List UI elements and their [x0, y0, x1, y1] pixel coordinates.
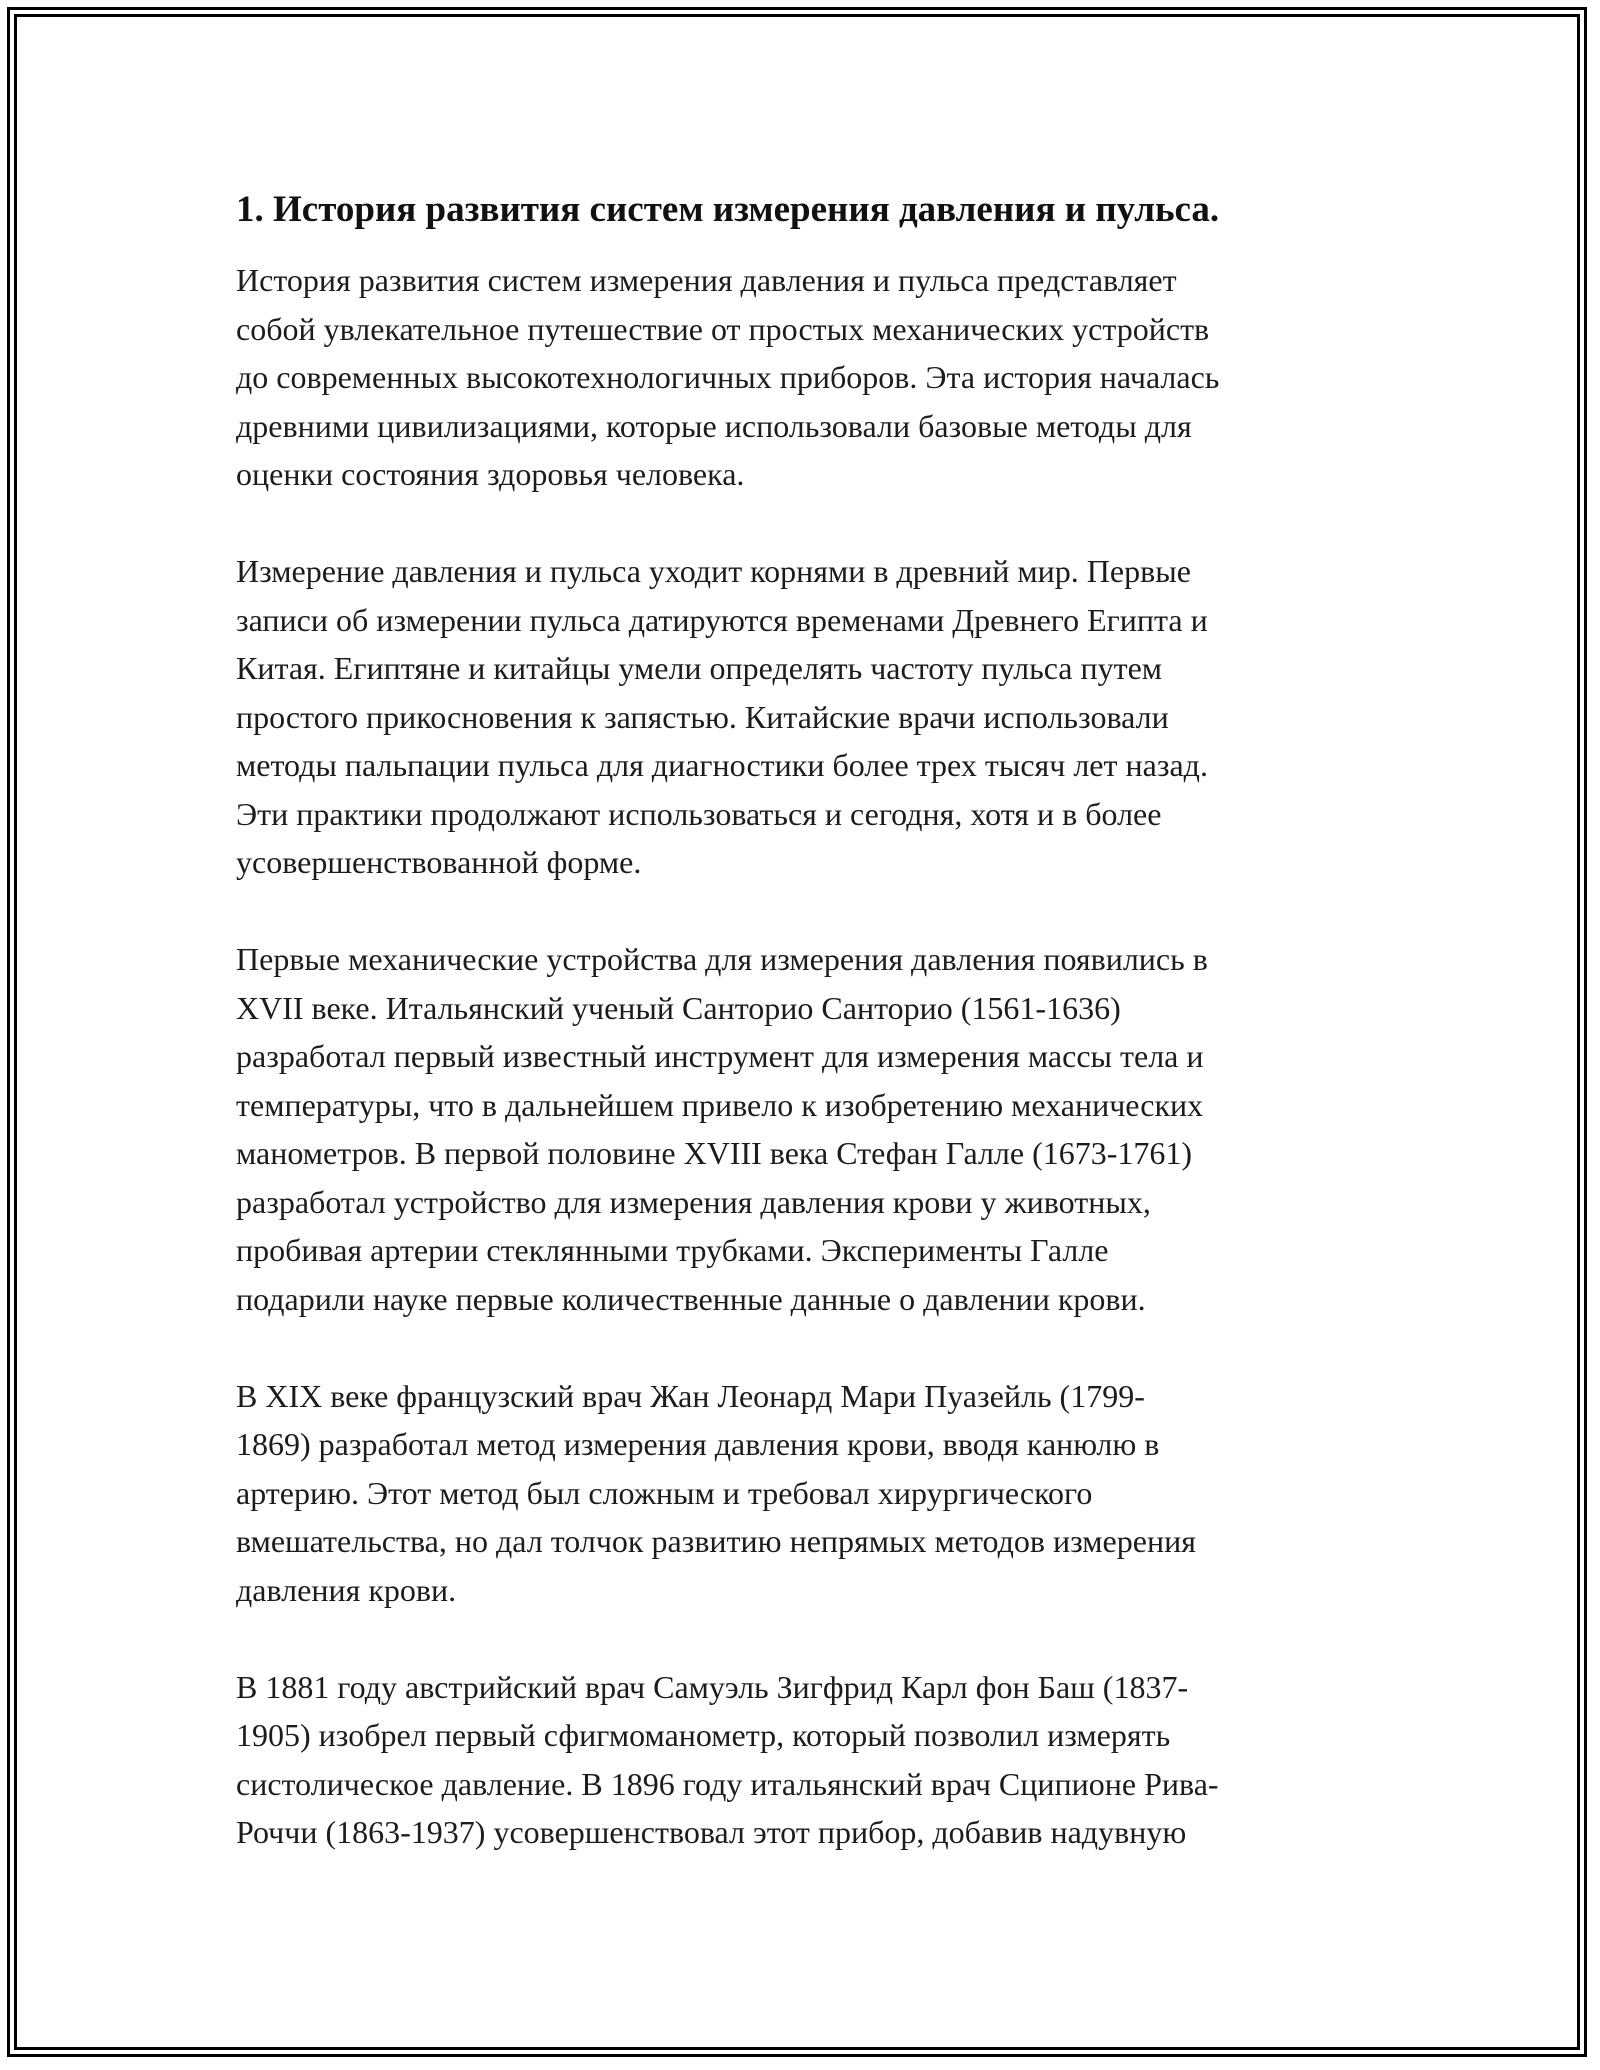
text-line: артерию. Этот метод был сложным и требовал хирургического — [236, 1474, 1093, 1511]
text-line: температуры, что в дальнейшем привело к изобретению механических — [236, 1086, 1204, 1123]
document-body — [236, 186, 1376, 1905]
text-line: разработал устройство для измерения давления крови у животных, — [236, 1183, 1151, 1220]
text-line: усовершенствованной форме. — [236, 844, 642, 880]
text-line: Эти практики продолжают использоваться и сегодня, хотя и в более — [236, 795, 1162, 832]
text-line: В 1881 году австрийский врач Самуэль Зигфрид Карл фон Баш (1837- — [236, 1668, 1189, 1705]
text-line: систолическое давление. В 1896 году итальянский врач Сципионе Рива- — [236, 1765, 1219, 1802]
text-line: Роччи (1863-1937) усовершенствовал этот прибор, добавив надувную — [236, 1814, 1187, 1850]
text-line: методы пальпации пульса для диагностики более трех тысяч лет назад. — [236, 747, 1208, 783]
paragraph-poiseuille — [236, 1372, 1376, 1615]
text-line: записи об измерении пульса датируются временами Древнего Египта и — [236, 601, 1208, 638]
text-line: История развития систем измерения давления и пульса представляет — [236, 262, 1177, 298]
text-line: давления крови. — [236, 1571, 457, 1608]
text-line: манометров. В первой половине XVIII века Стефан Галле (1673-1761) — [236, 1135, 1193, 1171]
text-line: Китая. Египтяне и китайцы умели определять частоту пульса путем — [236, 650, 1163, 686]
section-heading: 1. История развития систем измерения давления и пульса. — [236, 189, 1220, 230]
paragraph-mechanical — [236, 935, 1376, 1323]
text-line: вмешательства, но дал толчок развитию непрямых методов измерения — [236, 1523, 1196, 1559]
text-line: до современных высокотехнологичных приборов. Эта история началась — [236, 359, 1220, 395]
text-line: 1905) изобрел первый сфигмоманометр, который позволил измерять — [236, 1717, 1171, 1753]
text-line: Измерение давления и пульса уходит корнями в древний мир. Первые — [236, 553, 1191, 589]
text-line: разработал первый известный инструмент для измерения массы тела и — [236, 1038, 1204, 1074]
text-line: собой увлекательное путешествие от простых механических устройств — [236, 310, 1210, 347]
text-line: 1869) разработал метод измерения давления крови, вводя канюлю в — [236, 1426, 1160, 1462]
paragraph-intro — [236, 256, 1376, 499]
text-line: древними цивилизациями, которые использовали базовые методы для — [236, 407, 1192, 444]
text-line: Первые механические устройства для измерения давления появились в — [236, 941, 1208, 977]
text-line: оценки состояния здоровья человека. — [236, 456, 745, 492]
text-line: простого прикосновения к запястью. Китайские врачи использовали — [236, 698, 1169, 735]
text-line: В XIX веке французский врач Жан Леонард Мари Пуазейль (1799- — [236, 1377, 1145, 1414]
text-line: подарили науке первые количественные данные о давлении крови. — [236, 1280, 1146, 1317]
text-line: XVII веке. Итальянский ученый Санторио Санторио (1561-1636) — [236, 989, 1121, 1026]
paragraph-ancient — [236, 547, 1376, 887]
text-line: пробивая артерии стеклянными трубками. Эксперименты Галле — [236, 1232, 1109, 1268]
paragraph-sphygmomanometer — [236, 1663, 1376, 1857]
